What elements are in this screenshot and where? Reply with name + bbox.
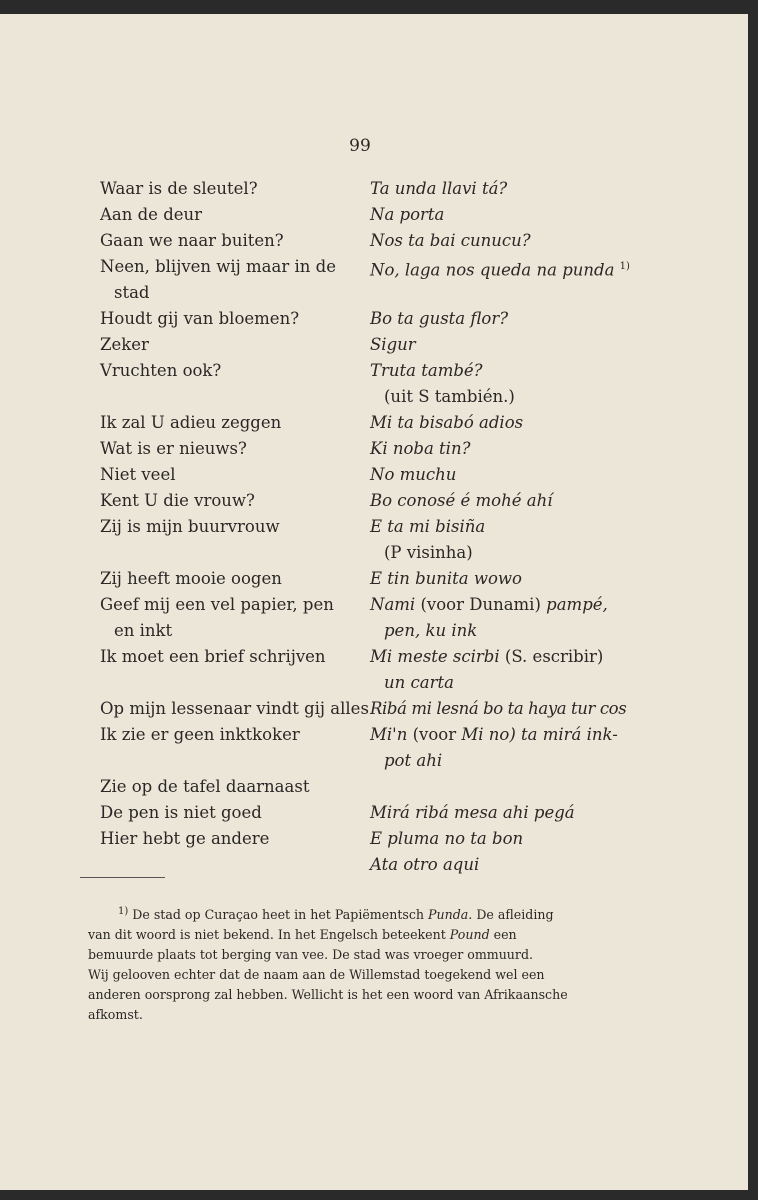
papiamentu-text: Mi meste scirbi — [370, 647, 500, 666]
papiamentu-text: pampé, — [546, 595, 608, 614]
footnote-text: van dit woord is niet bekend. In het Engelsch beteekent — [88, 927, 446, 943]
footnote-reference: 1) — [619, 261, 630, 272]
papiamentu-line — [370, 592, 660, 618]
papiamentu-line: E tin bunita wowo — [370, 569, 522, 588]
blank-line — [100, 748, 362, 774]
papiamentu-line: Ta unda llavi tá? — [370, 179, 508, 198]
dutch-line: Aan de deur — [100, 205, 203, 224]
papiamentu-line: Na porta — [370, 205, 445, 224]
dutch-line: Kent U die vrouw? — [100, 491, 255, 510]
papiamentu-text: Nami — [370, 595, 416, 614]
dutch-line: Neen, blijven wij maar in de — [100, 257, 336, 276]
dutch-line: Ik zie er geen inktkoker — [100, 725, 300, 744]
dutch-line: Op mijn lessenaar vindt gij alles — [100, 699, 369, 718]
papiamentu-line: E ta mi bisiña — [370, 517, 486, 536]
papiamentu-line: Mi ta bisabó adios — [370, 413, 524, 432]
papiamentu-line: No muchu — [370, 465, 457, 484]
footnote-text: De stad op Curaçao heet in het Papiëmentsch — [132, 907, 425, 923]
dutch-line: Zeker — [100, 335, 149, 354]
blank-line — [100, 670, 362, 696]
footnote-line: afkomst. — [88, 1007, 143, 1023]
papiamentu-line: Ki noba tin? — [370, 439, 471, 458]
blank-line — [100, 384, 362, 410]
footnote-term: Pound — [449, 927, 490, 943]
book-page — [0, 14, 748, 1190]
dutch-line: Zie op de tafel daarnaast — [100, 777, 310, 796]
footnote-line — [88, 902, 618, 925]
footnote-mark: 1) — [118, 906, 129, 917]
papiamentu-line — [370, 644, 660, 670]
etymology-note: (P visinha) — [384, 543, 473, 562]
papiamentu-line: Bo conosé é mohé ahí — [370, 491, 553, 510]
papiamentu-column — [370, 176, 660, 878]
papiamentu-line: Ata otro aqui — [370, 855, 480, 874]
dutch-line: De pen is niet goed — [100, 803, 262, 822]
papiamentu-line: Mirá ribá mesa ahi pegá — [370, 803, 575, 822]
footnote-divider — [80, 877, 165, 878]
papiamentu-line: Bo ta gusta flor? — [370, 309, 509, 328]
papiamentu-line: Truta també? — [370, 361, 483, 380]
footnote-line: anderen oorsprong zal hebben. Wellicht is het een woord van Afrikaansche — [88, 987, 568, 1003]
papiamentu-line: E pluma no ta bon — [370, 829, 524, 848]
papiamentu-text: No, laga nos queda na punda — [370, 260, 615, 280]
papiamentu-text: Mi'n — [370, 725, 408, 744]
etymology-note: (voor Dunami) — [420, 595, 541, 614]
dutch-line: stad — [114, 283, 150, 302]
etymology-note: (S. escribir) — [504, 647, 604, 666]
footnote-line: Wij gelooven echter dat de naam aan de Willemstad toegekend wel een — [88, 967, 545, 983]
dutch-line: Geef mij een vel papier, pen — [100, 595, 334, 614]
footnote-text: De afleiding — [476, 907, 554, 923]
papiamentu-line: Sigur — [370, 335, 416, 354]
papiamentu-line: pen, ku ink — [384, 621, 478, 640]
dutch-line: Ik zal U adieu zeggen — [100, 413, 282, 432]
blank-line — [100, 540, 362, 566]
dutch-line: Zij heeft mooie oogen — [100, 569, 282, 588]
blank-line — [370, 774, 660, 800]
papiamentu-text: ta mirá ink- — [521, 725, 618, 744]
footnote-line: bemuurde plaats tot berging van vee. De stad was vroeger ommuurd. — [88, 947, 534, 963]
dutch-line: Gaan we naar buiten? — [100, 231, 284, 250]
dutch-line: Zij is mijn buurvrouw — [100, 517, 280, 536]
dutch-line: en inkt — [114, 621, 173, 640]
footnote-text: een — [493, 927, 517, 943]
dutch-line: Niet veel — [100, 465, 176, 484]
footnote-term: Punda. — [428, 907, 473, 923]
dutch-line: Ik moet een brief schrijven — [100, 647, 326, 666]
footnote — [88, 902, 618, 1025]
footnote-line — [88, 925, 618, 945]
page-number: 99 — [349, 136, 371, 156]
blank-line — [370, 280, 660, 306]
papiamentu-line — [370, 722, 660, 748]
dutch-line: Wat is er nieuws? — [100, 439, 247, 458]
dutch-line: Hier hebt ge andere — [100, 829, 270, 848]
papiamentu-line: un carta — [384, 673, 454, 692]
dutch-column — [100, 176, 369, 852]
papiamentu-line: Ribá mi lesná bo ta haya tur cos — [370, 699, 627, 718]
papiamentu-line — [370, 254, 660, 280]
papiamentu-line: Nos ta bai cunucu? — [370, 231, 531, 250]
dutch-line: Waar is de sleutel? — [100, 179, 258, 198]
dutch-line: Vruchten ook? — [100, 361, 222, 380]
papiamentu-text: Mi no) — [461, 725, 516, 744]
etymology-note: (voor — [412, 725, 457, 744]
dutch-line: Houdt gij van bloemen? — [100, 309, 300, 328]
etymology-note: (uit S también.) — [384, 387, 515, 406]
papiamentu-line: pot ahi — [384, 751, 443, 770]
